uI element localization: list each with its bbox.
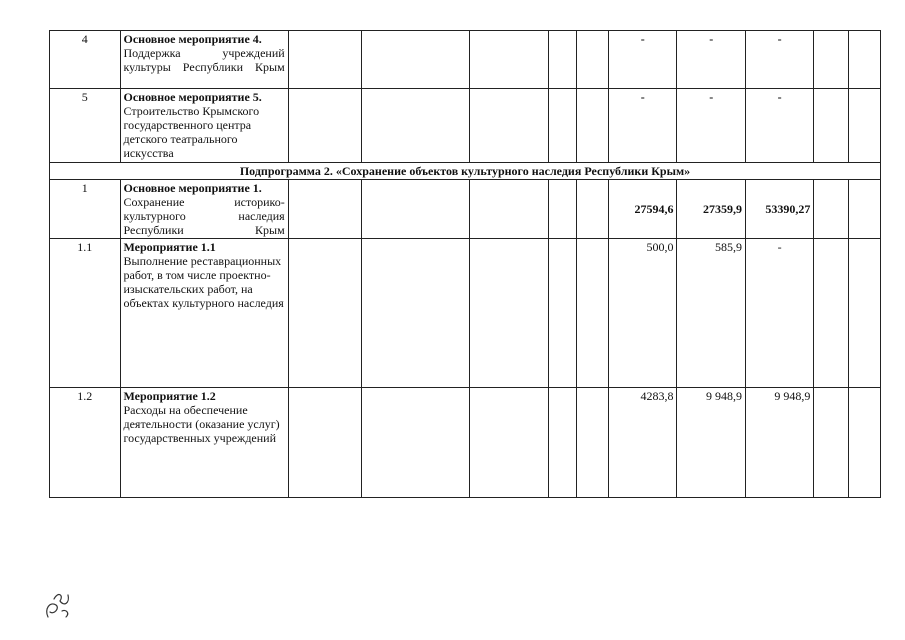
value-cell: 9 948,9 [677, 388, 745, 498]
activity-cell [120, 180, 288, 239]
table-row [50, 388, 881, 498]
activity-cell [120, 388, 288, 498]
empty-cell [814, 180, 848, 239]
empty-cell [469, 31, 548, 89]
empty-cell [288, 388, 362, 498]
empty-cell [576, 388, 608, 498]
empty-cell [362, 388, 470, 498]
empty-cell [362, 180, 470, 239]
empty-cell [848, 31, 880, 89]
empty-cell [362, 239, 470, 388]
empty-cell [548, 180, 576, 239]
value-cell: 500,0 [608, 239, 676, 388]
empty-cell [814, 239, 848, 388]
activity-cell [120, 239, 288, 388]
activity-title: Основное мероприятие 4. [123, 32, 262, 46]
empty-cell [469, 89, 548, 163]
empty-cell [848, 388, 880, 498]
value-cell: - [677, 31, 745, 89]
activity-title: Мероприятие 1.2 [123, 389, 216, 403]
empty-cell [548, 89, 576, 163]
row-number: 1 [50, 180, 121, 239]
activity-title: Мероприятие 1.1 [123, 240, 216, 254]
empty-cell [288, 31, 362, 89]
row-number: 5 [50, 89, 121, 163]
value-cell: 9 948,9 [745, 388, 813, 498]
empty-cell [288, 180, 362, 239]
empty-cell [288, 239, 362, 388]
empty-cell [848, 180, 880, 239]
empty-cell [362, 31, 470, 89]
value-cell: 53390,27 [745, 180, 813, 239]
value-cell: - [608, 31, 676, 89]
value-cell: - [745, 89, 813, 163]
activity-description: Выполнение реставрационных работ, в том числе проектно-изыскательских работ, на объектах культурного наследия [123, 254, 284, 310]
empty-cell [848, 239, 880, 388]
program-table [49, 30, 881, 498]
activity-description: Поддержка учреждений культуры Республики Крым [123, 46, 285, 74]
empty-cell [576, 239, 608, 388]
empty-cell [548, 239, 576, 388]
table-row [50, 239, 881, 388]
empty-cell [814, 89, 848, 163]
empty-cell [469, 239, 548, 388]
handwritten-signature-icon [40, 585, 74, 621]
empty-cell [288, 89, 362, 163]
empty-cell [576, 31, 608, 89]
value-cell: - [745, 239, 813, 388]
empty-cell [814, 388, 848, 498]
row-number: 1.2 [50, 388, 121, 498]
empty-cell [576, 89, 608, 163]
empty-cell [814, 31, 848, 89]
table-row [50, 31, 881, 89]
value-cell: - [677, 89, 745, 163]
value-cell: 27359,9 [677, 180, 745, 239]
activity-description: Сохранение историко-культурного наследия Республики Крым [123, 195, 285, 237]
empty-cell [848, 89, 880, 163]
row-number: 1.1 [50, 239, 121, 388]
activity-title: Основное мероприятие 1. [123, 181, 262, 195]
empty-cell [469, 388, 548, 498]
value-cell: - [608, 89, 676, 163]
value-cell: 4283,8 [608, 388, 676, 498]
table-row [50, 180, 881, 239]
activity-cell [120, 89, 288, 163]
activity-description: Строительство Крымского государственного центра детского театрального искусства [123, 104, 260, 160]
empty-cell [469, 180, 548, 239]
empty-cell [576, 180, 608, 239]
value-cell: 27594,6 [608, 180, 676, 239]
value-cell: - [745, 31, 813, 89]
table-row [50, 89, 881, 163]
empty-cell [548, 388, 576, 498]
subprogram-title: Подпрограмма 2. «Сохранение объектов культурного наследия Республики Крым» [50, 163, 881, 180]
activity-title: Основное мероприятие 5. [123, 90, 262, 104]
activity-cell [120, 31, 288, 89]
empty-cell [362, 89, 470, 163]
row-number: 4 [50, 31, 121, 89]
value-cell: 585,9 [677, 239, 745, 388]
activity-description: Расходы на обеспечение деятельности (оказание услуг) государственных учреждений [123, 403, 280, 445]
empty-cell [548, 31, 576, 89]
subprogram-row [50, 163, 881, 180]
